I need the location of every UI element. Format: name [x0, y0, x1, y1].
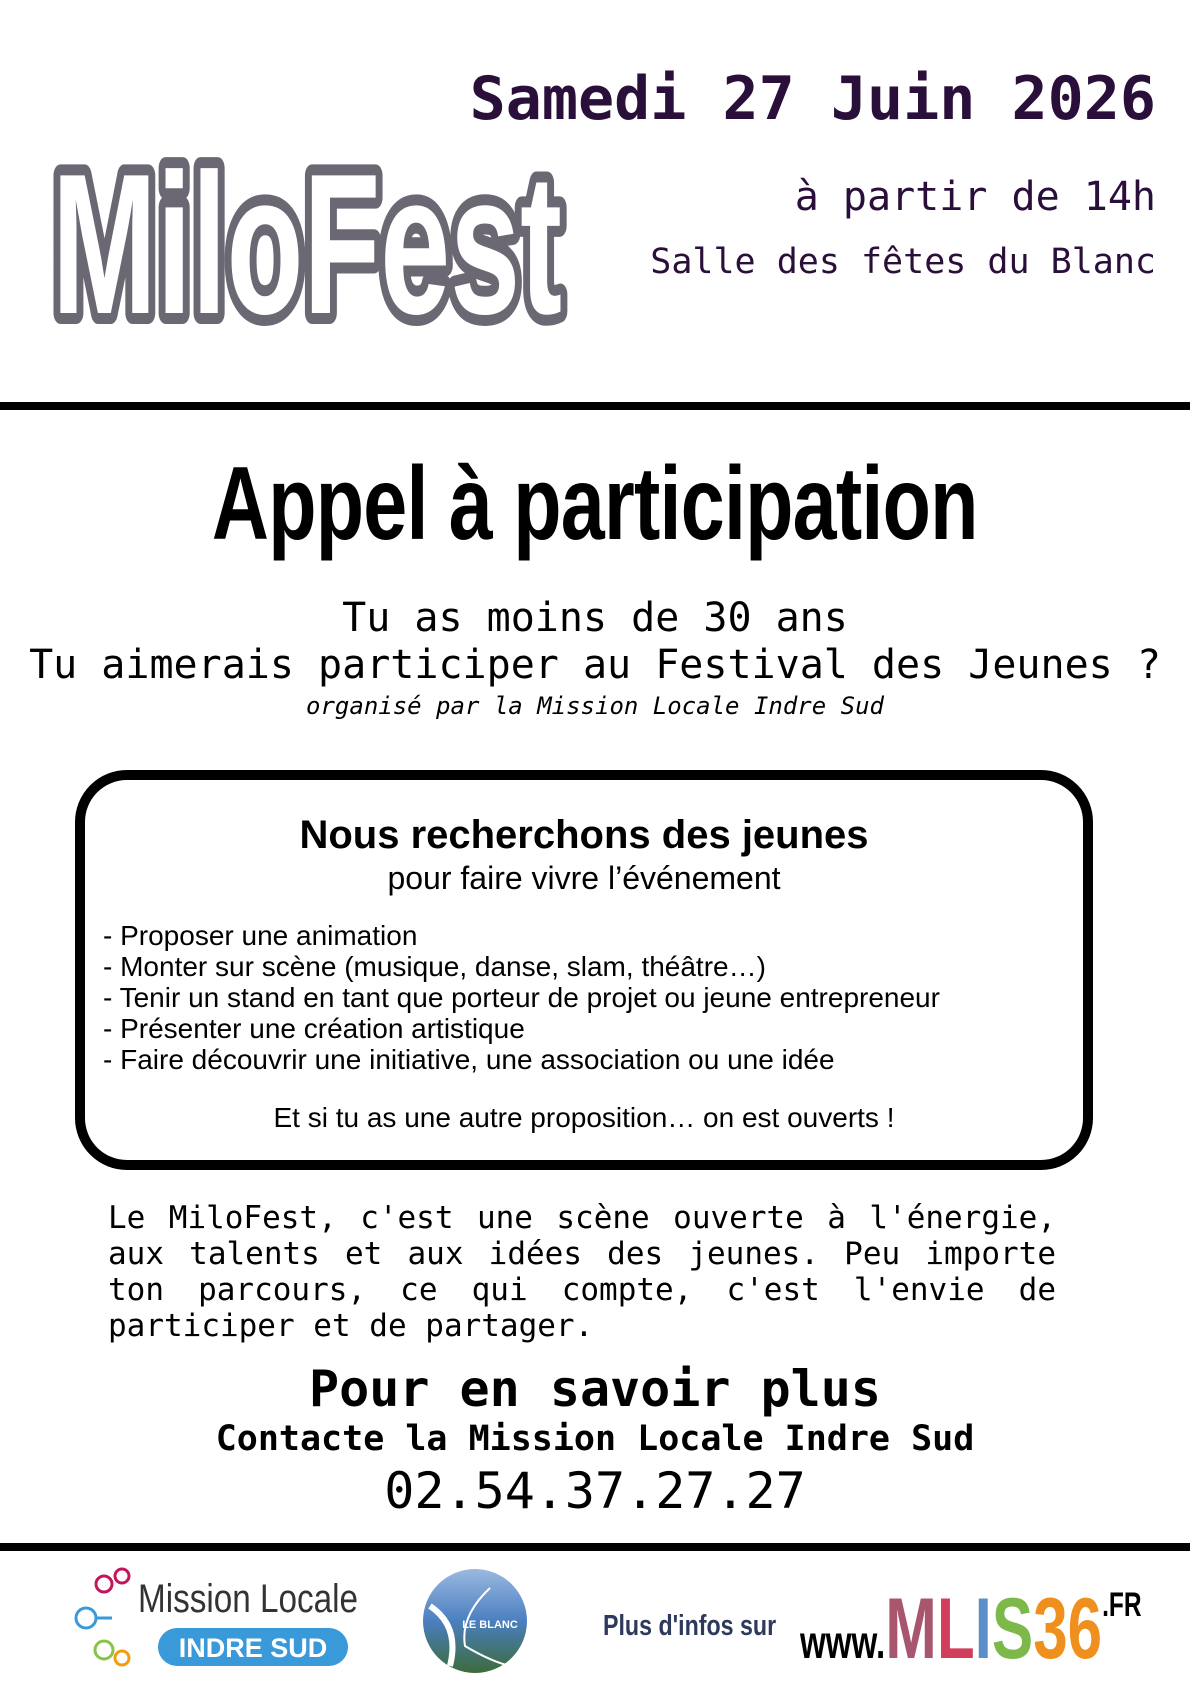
box-heading: Nous recherchons des jeunes — [299, 813, 869, 857]
mlis-letter: S — [991, 1581, 1034, 1677]
list-item: - Présenter une création artistique — [103, 1013, 525, 1044]
www-text: www. — [800, 1616, 886, 1668]
mission-locale-text: Mission Locale — [138, 1577, 358, 1621]
mlis-letter: 6 — [1067, 1581, 1103, 1677]
logo-text: MiloFest — [52, 133, 562, 356]
recruitment-box — [75, 770, 1093, 1170]
event-place: Salle des fêtes du Blanc — [650, 242, 1156, 282]
description-paragraph: Le MiloFest, c'est une scène ouverte à l'énergie, aux talents et aux idées des jeunes. Peu importe ton parcours, ce qui compte, c'est l'envie de participer et de partager. — [108, 1200, 1056, 1344]
mlis-letter: I — [974, 1581, 992, 1677]
other-proposal: Et si tu as une autre proposition… on est ouverts ! — [273, 1102, 895, 1133]
mlis36-letters — [885, 1581, 1102, 1677]
mission-locale-logo — [72, 1566, 372, 1676]
page-title — [0, 446, 1190, 562]
mlis36-link[interactable] — [800, 1581, 1142, 1677]
list-item: - Proposer une animation — [103, 920, 418, 951]
contact-line: Contacte la Mission Locale Indre Sud — [215, 1419, 975, 1459]
list-item: - Faire découvrir une initiative, une association ou une idée — [103, 1044, 835, 1075]
box-subheading: pour faire vivre l’événement — [387, 860, 781, 896]
event-time: à partir de 14h — [794, 174, 1156, 220]
divider-top — [0, 402, 1190, 410]
page-title-text: Appel à participation — [212, 446, 978, 562]
event-date: Samedi 27 Juin 2026 — [469, 64, 1156, 134]
divider-bottom — [0, 1543, 1190, 1551]
mlis-letter: 3 — [1033, 1581, 1068, 1677]
phone-number[interactable]: 02.54.37.27.27 — [384, 1462, 806, 1520]
mlis-letter: L — [936, 1581, 975, 1677]
le-blanc-logo — [420, 1566, 530, 1676]
fr-text: .FR — [1102, 1586, 1142, 1624]
mlis-letter: M — [885, 1581, 937, 1677]
le-blanc-text: LE BLANC — [462, 1619, 518, 1631]
indre-sud-text: INDRE SUD — [178, 1633, 328, 1663]
more-info-heading: Pour en savoir plus — [309, 1360, 881, 1418]
list-item: - Monter sur scène (musique, danse, slam, théâtre…) — [103, 951, 766, 982]
more-info-text: Plus d'infos sur — [603, 1610, 777, 1642]
intro-line-1: Tu as moins de 30 ans — [342, 595, 848, 641]
organizer-note: organisé par la Mission Locale Indre Sud — [306, 692, 884, 720]
list-item: - Tenir un stand en tant que porteur de projet ou jeune entrepreneur — [103, 982, 940, 1013]
activity-list — [103, 920, 940, 1075]
intro-line-2: Tu aimerais participer au Festival des Jeunes ? — [29, 642, 1161, 688]
